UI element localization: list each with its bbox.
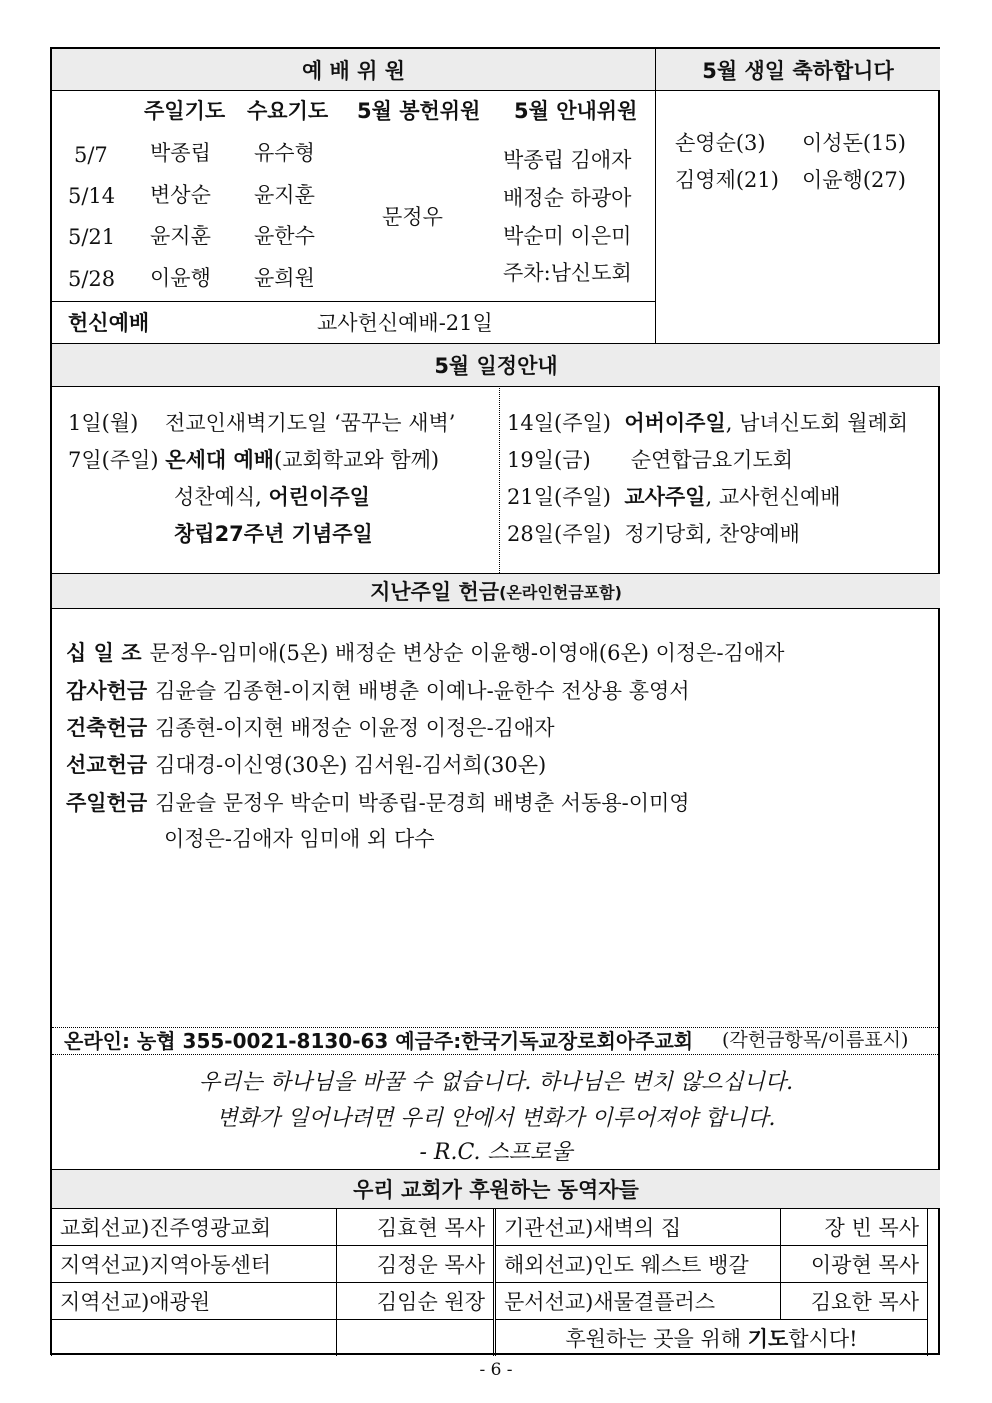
table-row — [52, 1283, 928, 1320]
supporter-person: 김요한 목사 — [781, 1283, 928, 1320]
date-cell: 5/28 — [68, 267, 116, 291]
page-number: - 6 - — [479, 1360, 513, 1380]
supporter-person: 이광현 목사 — [781, 1246, 928, 1283]
schedule-item: 7일(주일) 온세대 예배(교회학교와 함께) — [68, 448, 440, 472]
divider — [499, 386, 501, 573]
sunday-prayer-name: 박종립 — [150, 141, 211, 165]
schedule-item: 14일(주일) 어버이주일, 남녀신도회 월례회 — [507, 411, 909, 435]
schedule-item: 1일(월) 전교인새벽기도일 ‘꿈꾸는 새벽’ — [68, 411, 456, 435]
birthday-name: 이성돈(15) — [802, 131, 906, 155]
wednesday-prayer-name: 유수형 — [254, 141, 315, 165]
offering-row-tithe: 십 일 조 문정우-임미애(5온) 배정순 변상순 이윤행-이영애(6온) 이정은-김애자 — [66, 641, 785, 665]
online-account-text: 온라인: 농협 355-0021-8130-63 예금주:한국기독교장로회아주교회 — [64, 1029, 694, 1053]
supporter-org: 지역선교)애광원 — [52, 1283, 337, 1320]
supporters-header: 우리 교회가 후원하는 동역자들 — [52, 1169, 940, 1209]
birthday-name: 김영제(21) — [675, 168, 779, 192]
sunday-prayer-name: 변상순 — [150, 183, 211, 207]
online-account-note: (각헌금항목/이름표시) — [722, 1029, 909, 1051]
offering-row-building: 건축헌금 김종현-이지현 배정순 이윤정 이정은-김애자 — [66, 716, 555, 740]
supporter-person: 김정운 목사 — [337, 1246, 495, 1283]
usher-line: 주차:남신도회 — [503, 261, 632, 285]
supporter-org: 문서선교)새물결플러스 — [495, 1283, 781, 1320]
date-cell: 5/7 — [74, 143, 108, 167]
offering-row-sunday: 주일헌금 김윤슬 문정우 박순미 박종립-문경희 배병춘 서동용-이미영 — [66, 791, 690, 815]
usher-line: 배정순 하광아 — [503, 186, 632, 210]
dedication-value: 교사헌신예배-21일 — [317, 311, 493, 335]
wednesday-prayer-name: 윤희원 — [254, 266, 315, 290]
quote-line: 변화가 일어나려면 우리 안에서 변화가 이루어져야 합니다. — [216, 1106, 776, 1131]
usher-line: 박순미 이은미 — [503, 224, 632, 248]
quote-author: - R.C. 스프로울 — [419, 1140, 573, 1165]
sunday-prayer-name: 이윤행 — [150, 266, 211, 290]
supporter-org: 해외선교)인도 웨스트 뱅갈 — [495, 1246, 781, 1283]
schedule-header: 5월 일정안내 — [52, 343, 940, 387]
dedication-label: 헌신예배 — [68, 311, 150, 335]
col-wednesday-prayer: 수요기도 — [247, 99, 329, 123]
empty-cell — [337, 1320, 495, 1357]
schedule-item: 28일(주일) 정기당회, 찬양예배 — [507, 522, 800, 546]
birthday-name: 이윤행(27) — [802, 168, 906, 192]
offering-committee-name: 문정우 — [382, 205, 443, 229]
worship-committee-header: 예 배 위 원 — [52, 49, 655, 91]
bulletin-page — [50, 47, 940, 1355]
schedule-item: 창립27주년 기념주일 — [174, 522, 373, 546]
supporter-org: 지역선교)지역아동센터 — [52, 1246, 337, 1283]
divider — [52, 301, 655, 302]
offering-header: 지난주일 헌금 (온라인헌금포함) — [52, 573, 940, 609]
schedule-item: 19일(금) 순연합금요기도회 — [507, 448, 794, 472]
col-sunday-prayer: 주일기도 — [144, 99, 226, 123]
usher-line: 박종립 김애자 — [503, 148, 632, 172]
supporter-org: 교회선교)진주영광교회 — [52, 1209, 337, 1246]
supporters-table — [51, 1208, 928, 1356]
divider — [655, 49, 656, 343]
table-row — [52, 1209, 928, 1246]
date-cell: 5/21 — [68, 225, 116, 249]
supporter-person: 김임순 원장 — [337, 1283, 495, 1320]
col-ushers: 5월 안내위원 — [514, 99, 638, 123]
offering-row-sunday-cont: 이정은-김애자 임미애 외 다수 — [164, 827, 435, 851]
online-account — [52, 1027, 940, 1055]
table-row — [52, 1246, 928, 1283]
wednesday-prayer-name: 윤한수 — [254, 224, 315, 248]
supporter-person: 장 빈 목사 — [781, 1209, 928, 1246]
empty-cell — [52, 1320, 337, 1357]
schedule-item: 성찬예식, 어린이주일 — [174, 485, 370, 509]
sunday-prayer-name: 윤지훈 — [150, 224, 211, 248]
wednesday-prayer-name: 윤지훈 — [254, 183, 315, 207]
prayer-request: 후원하는 곳을 위해 기도합시다! — [495, 1320, 928, 1357]
birthday-header: 5월 생일 축하합니다 — [656, 49, 940, 91]
date-cell: 5/14 — [68, 184, 116, 208]
quote-line: 우리는 하나님을 바꿀 수 없습니다. 하나님은 변치 않으십니다. — [198, 1070, 794, 1095]
offering-row-mission: 선교헌금 김대경-이신영(30온) 김서원-김서희(30온) — [66, 753, 547, 777]
supporter-person: 김효현 목사 — [337, 1209, 495, 1246]
schedule-item: 21일(주일) 교사주일, 교사헌신예배 — [507, 485, 841, 509]
birthday-name: 손영순(3) — [675, 131, 766, 155]
table-row — [52, 1320, 928, 1357]
offering-row-thanks: 감사헌금 김윤슬 김종현-이지현 배병춘 이예나-윤한수 전상용 홍영서 — [66, 679, 690, 703]
col-offering-committee: 5월 봉헌위원 — [357, 99, 481, 123]
supporter-org: 기관선교)새벽의 집 — [495, 1209, 781, 1246]
